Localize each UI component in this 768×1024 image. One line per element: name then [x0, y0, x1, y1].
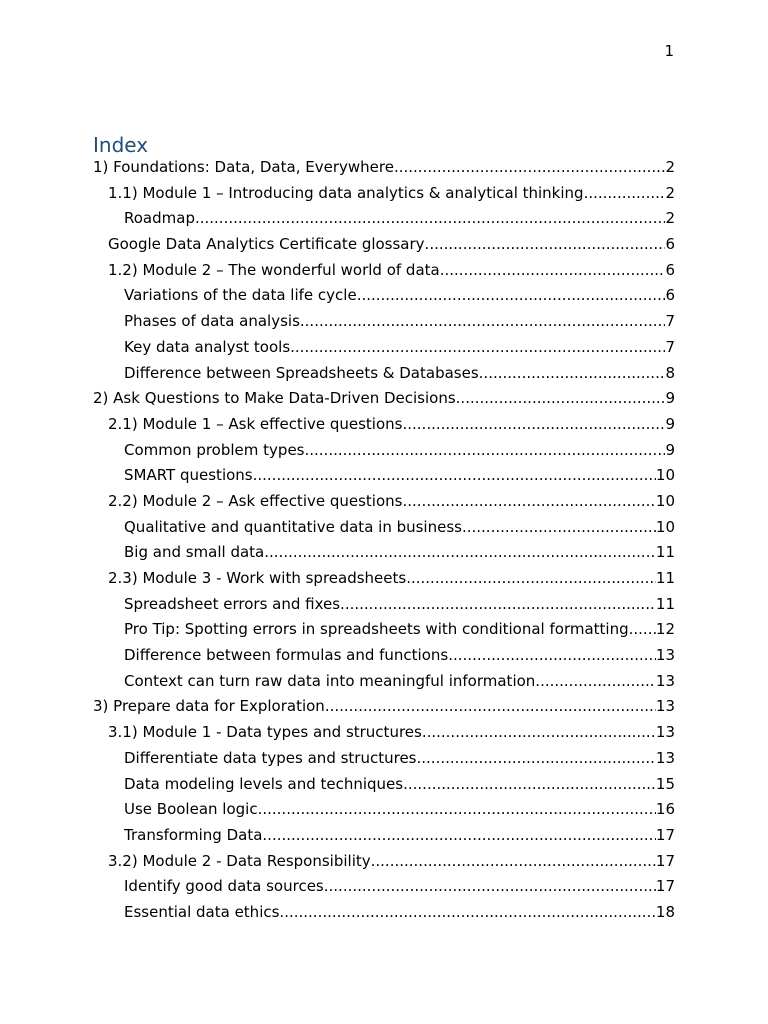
toc-entry-title[interactable]: Transforming Data	[124, 825, 263, 844]
toc-dot-leader	[324, 874, 656, 900]
toc-entry[interactable]	[93, 258, 675, 284]
toc-entry-page-number[interactable]: 17	[655, 851, 675, 870]
toc-entry-page-number[interactable]: 18	[655, 902, 675, 921]
toc-entry[interactable]	[93, 772, 675, 798]
toc-entry-title[interactable]: 3.1) Module 1 - Data types and structures	[108, 723, 422, 742]
toc-entry-title[interactable]: Difference between Spreadsheets & Databases	[124, 363, 479, 382]
toc-entry-title[interactable]: 1.1) Module 1 – Introducing data analytics & analytical thinking	[108, 183, 584, 202]
toc-dot-leader	[629, 617, 656, 643]
toc-dot-leader	[535, 669, 656, 695]
toc-entry[interactable]	[93, 489, 675, 515]
toc-entry-title[interactable]: 1) Foundations: Data, Data, Everywhere	[93, 158, 394, 176]
toc-dot-leader	[402, 412, 665, 438]
toc-dot-leader	[325, 694, 656, 720]
toc-entry-page-number[interactable]: 13	[655, 671, 675, 690]
toc-entry[interactable]	[93, 438, 675, 464]
toc-dot-leader	[262, 823, 656, 849]
toc-entry-page-number[interactable]: 2	[665, 209, 675, 228]
toc-entry[interactable]	[93, 720, 675, 746]
toc-entry-page-number[interactable]: 11	[655, 594, 675, 613]
toc-entry-title[interactable]: Variations of the data life cycle	[124, 286, 357, 305]
toc-entry[interactable]	[93, 694, 675, 720]
toc-entry-title[interactable]: Phases of data analysis	[124, 312, 300, 331]
toc-entry-page-number[interactable]: 6	[665, 286, 675, 305]
toc-entry[interactable]	[93, 540, 675, 566]
toc-entry-page-number[interactable]: 2	[665, 183, 675, 202]
toc-entry-title[interactable]: Use Boolean logic	[124, 800, 258, 819]
toc-dot-leader	[417, 746, 656, 772]
toc-entry-title[interactable]: Qualitative and quantitative data in business	[124, 517, 462, 536]
toc-dot-leader	[195, 206, 665, 232]
toc-dot-leader	[440, 258, 666, 284]
toc-entry[interactable]	[93, 335, 675, 361]
toc-entry-page-number[interactable]: 10	[655, 517, 675, 536]
toc-entry-page-number[interactable]: 6	[665, 260, 675, 279]
toc-entry[interactable]	[93, 566, 675, 592]
toc-entry-title[interactable]: Spreadsheet errors and fixes	[124, 594, 341, 613]
toc-entry[interactable]	[93, 617, 675, 643]
toc-entry-page-number[interactable]: 7	[665, 337, 675, 356]
toc-entry[interactable]	[93, 515, 675, 541]
toc-entry-page-number[interactable]: 13	[655, 697, 675, 716]
toc-dot-leader	[290, 335, 665, 361]
toc-entry-page-number[interactable]: 17	[655, 877, 675, 896]
toc-entry-title[interactable]: Essential data ethics	[124, 902, 280, 921]
toc-entry-title[interactable]: 3) Prepare data for Exploration	[93, 697, 325, 716]
toc-entry-title[interactable]: SMART questions	[124, 466, 253, 485]
toc-dot-leader	[394, 155, 666, 181]
toc-entry-title[interactable]: 2.1) Module 1 – Ask effective questions	[108, 414, 403, 433]
toc-entry-title[interactable]: Context can turn raw data into meaningful information	[124, 671, 536, 690]
toc-dot-leader	[403, 772, 656, 798]
toc-entry[interactable]	[93, 463, 675, 489]
toc-dot-leader	[300, 309, 666, 335]
toc-dot-leader	[279, 900, 655, 926]
toc-entry-page-number[interactable]: 13	[655, 723, 675, 742]
toc-entry[interactable]	[93, 874, 675, 900]
toc-entry-page-number[interactable]: 12	[655, 620, 675, 639]
toc-entry[interactable]	[93, 181, 675, 207]
toc-entry-page-number[interactable]: 17	[655, 825, 675, 844]
toc-dot-leader	[258, 797, 656, 823]
toc-entry-page-number[interactable]: 11	[655, 569, 675, 587]
toc-entry[interactable]	[93, 309, 675, 335]
toc-entry[interactable]	[93, 900, 675, 926]
toc-entry[interactable]	[93, 849, 675, 875]
toc-entry[interactable]	[93, 232, 675, 258]
toc-entry-page-number[interactable]: 16	[655, 800, 675, 819]
toc-entry-page-number[interactable]: 11	[655, 543, 675, 562]
toc-entry[interactable]	[93, 412, 675, 438]
toc-entry-page-number[interactable]: 9	[665, 414, 675, 433]
toc-entry-page-number[interactable]: 13	[655, 646, 675, 665]
page-title: Index	[93, 133, 149, 157]
toc-entry-title[interactable]: 1.2) Module 2 – The wonderful world of data	[108, 260, 440, 279]
toc-entry-title[interactable]: Roadmap	[124, 209, 195, 228]
toc-entry[interactable]	[93, 155, 675, 181]
toc-entry-page-number[interactable]: 10	[655, 466, 675, 485]
toc-entry-title[interactable]: Big and small data	[124, 543, 265, 562]
toc-entry-title[interactable]: 2) Ask Questions to Make Data-Driven Decisions	[93, 389, 456, 408]
toc-dot-leader	[422, 720, 656, 746]
toc-dot-leader	[448, 643, 656, 669]
toc-entry[interactable]	[93, 823, 675, 849]
toc-entry-title[interactable]: Common problem types	[124, 440, 305, 459]
toc-entry-page-number[interactable]: 6	[665, 235, 675, 254]
toc-entry-title[interactable]: Key data analyst tools	[124, 337, 291, 356]
toc-entry-page-number[interactable]: 2	[665, 158, 675, 176]
toc-entry[interactable]	[93, 797, 675, 823]
toc-entry-page-number[interactable]: 15	[655, 774, 675, 793]
toc-entry-title[interactable]: 3.2) Module 2 - Data Responsibility	[108, 851, 371, 870]
toc-entry-page-number[interactable]: 13	[655, 748, 675, 767]
toc-entry[interactable]	[93, 746, 675, 772]
page-number: 1	[664, 42, 674, 60]
toc-dot-leader	[402, 489, 655, 515]
toc-entry-title[interactable]: Differentiate data types and structures	[124, 748, 417, 767]
toc-dot-leader	[264, 540, 656, 566]
toc-entry-title[interactable]: Identify good data sources	[124, 877, 324, 896]
toc-dot-leader	[456, 386, 666, 412]
toc-dot-leader	[304, 438, 665, 464]
toc-entry-page-number[interactable]: 7	[665, 312, 675, 331]
toc-entry[interactable]	[93, 643, 675, 669]
toc-entry[interactable]	[93, 361, 675, 387]
toc-entry-page-number[interactable]: 9	[665, 440, 675, 459]
toc-entry-page-number[interactable]: 10	[655, 491, 675, 510]
toc-dot-leader	[340, 592, 656, 618]
toc-entry-title[interactable]: Google Data Analytics Certificate glossary	[108, 235, 425, 254]
toc-entry-title[interactable]: 2.3) Module 3 - Work with spreadsheets	[108, 569, 407, 587]
toc-entry[interactable]	[93, 206, 675, 232]
toc-dot-leader	[253, 463, 656, 489]
toc-entry-title[interactable]: Difference between formulas and functions	[124, 646, 449, 665]
toc-dot-leader	[357, 283, 666, 309]
toc-dot-leader	[406, 566, 656, 592]
table-of-contents	[93, 155, 675, 926]
toc-entry-page-number[interactable]: 8	[665, 363, 675, 382]
toc-dot-leader	[584, 181, 666, 207]
toc-entry[interactable]	[93, 669, 675, 695]
toc-dot-leader	[462, 515, 656, 541]
toc-dot-leader	[479, 361, 666, 387]
toc-entry-title[interactable]: 2.2) Module 2 – Ask effective questions	[108, 491, 403, 510]
toc-dot-leader	[371, 849, 656, 875]
toc-entry[interactable]	[93, 283, 675, 309]
toc-entry[interactable]	[93, 592, 675, 618]
toc-entry-title[interactable]: Pro Tip: Spotting errors in spreadsheets with conditional formatting	[124, 620, 629, 639]
toc-entry[interactable]	[93, 386, 675, 412]
toc-dot-leader	[425, 232, 666, 258]
toc-entry-title[interactable]: Data modeling levels and techniques	[124, 774, 404, 793]
toc-entry-page-number[interactable]: 9	[665, 389, 675, 408]
